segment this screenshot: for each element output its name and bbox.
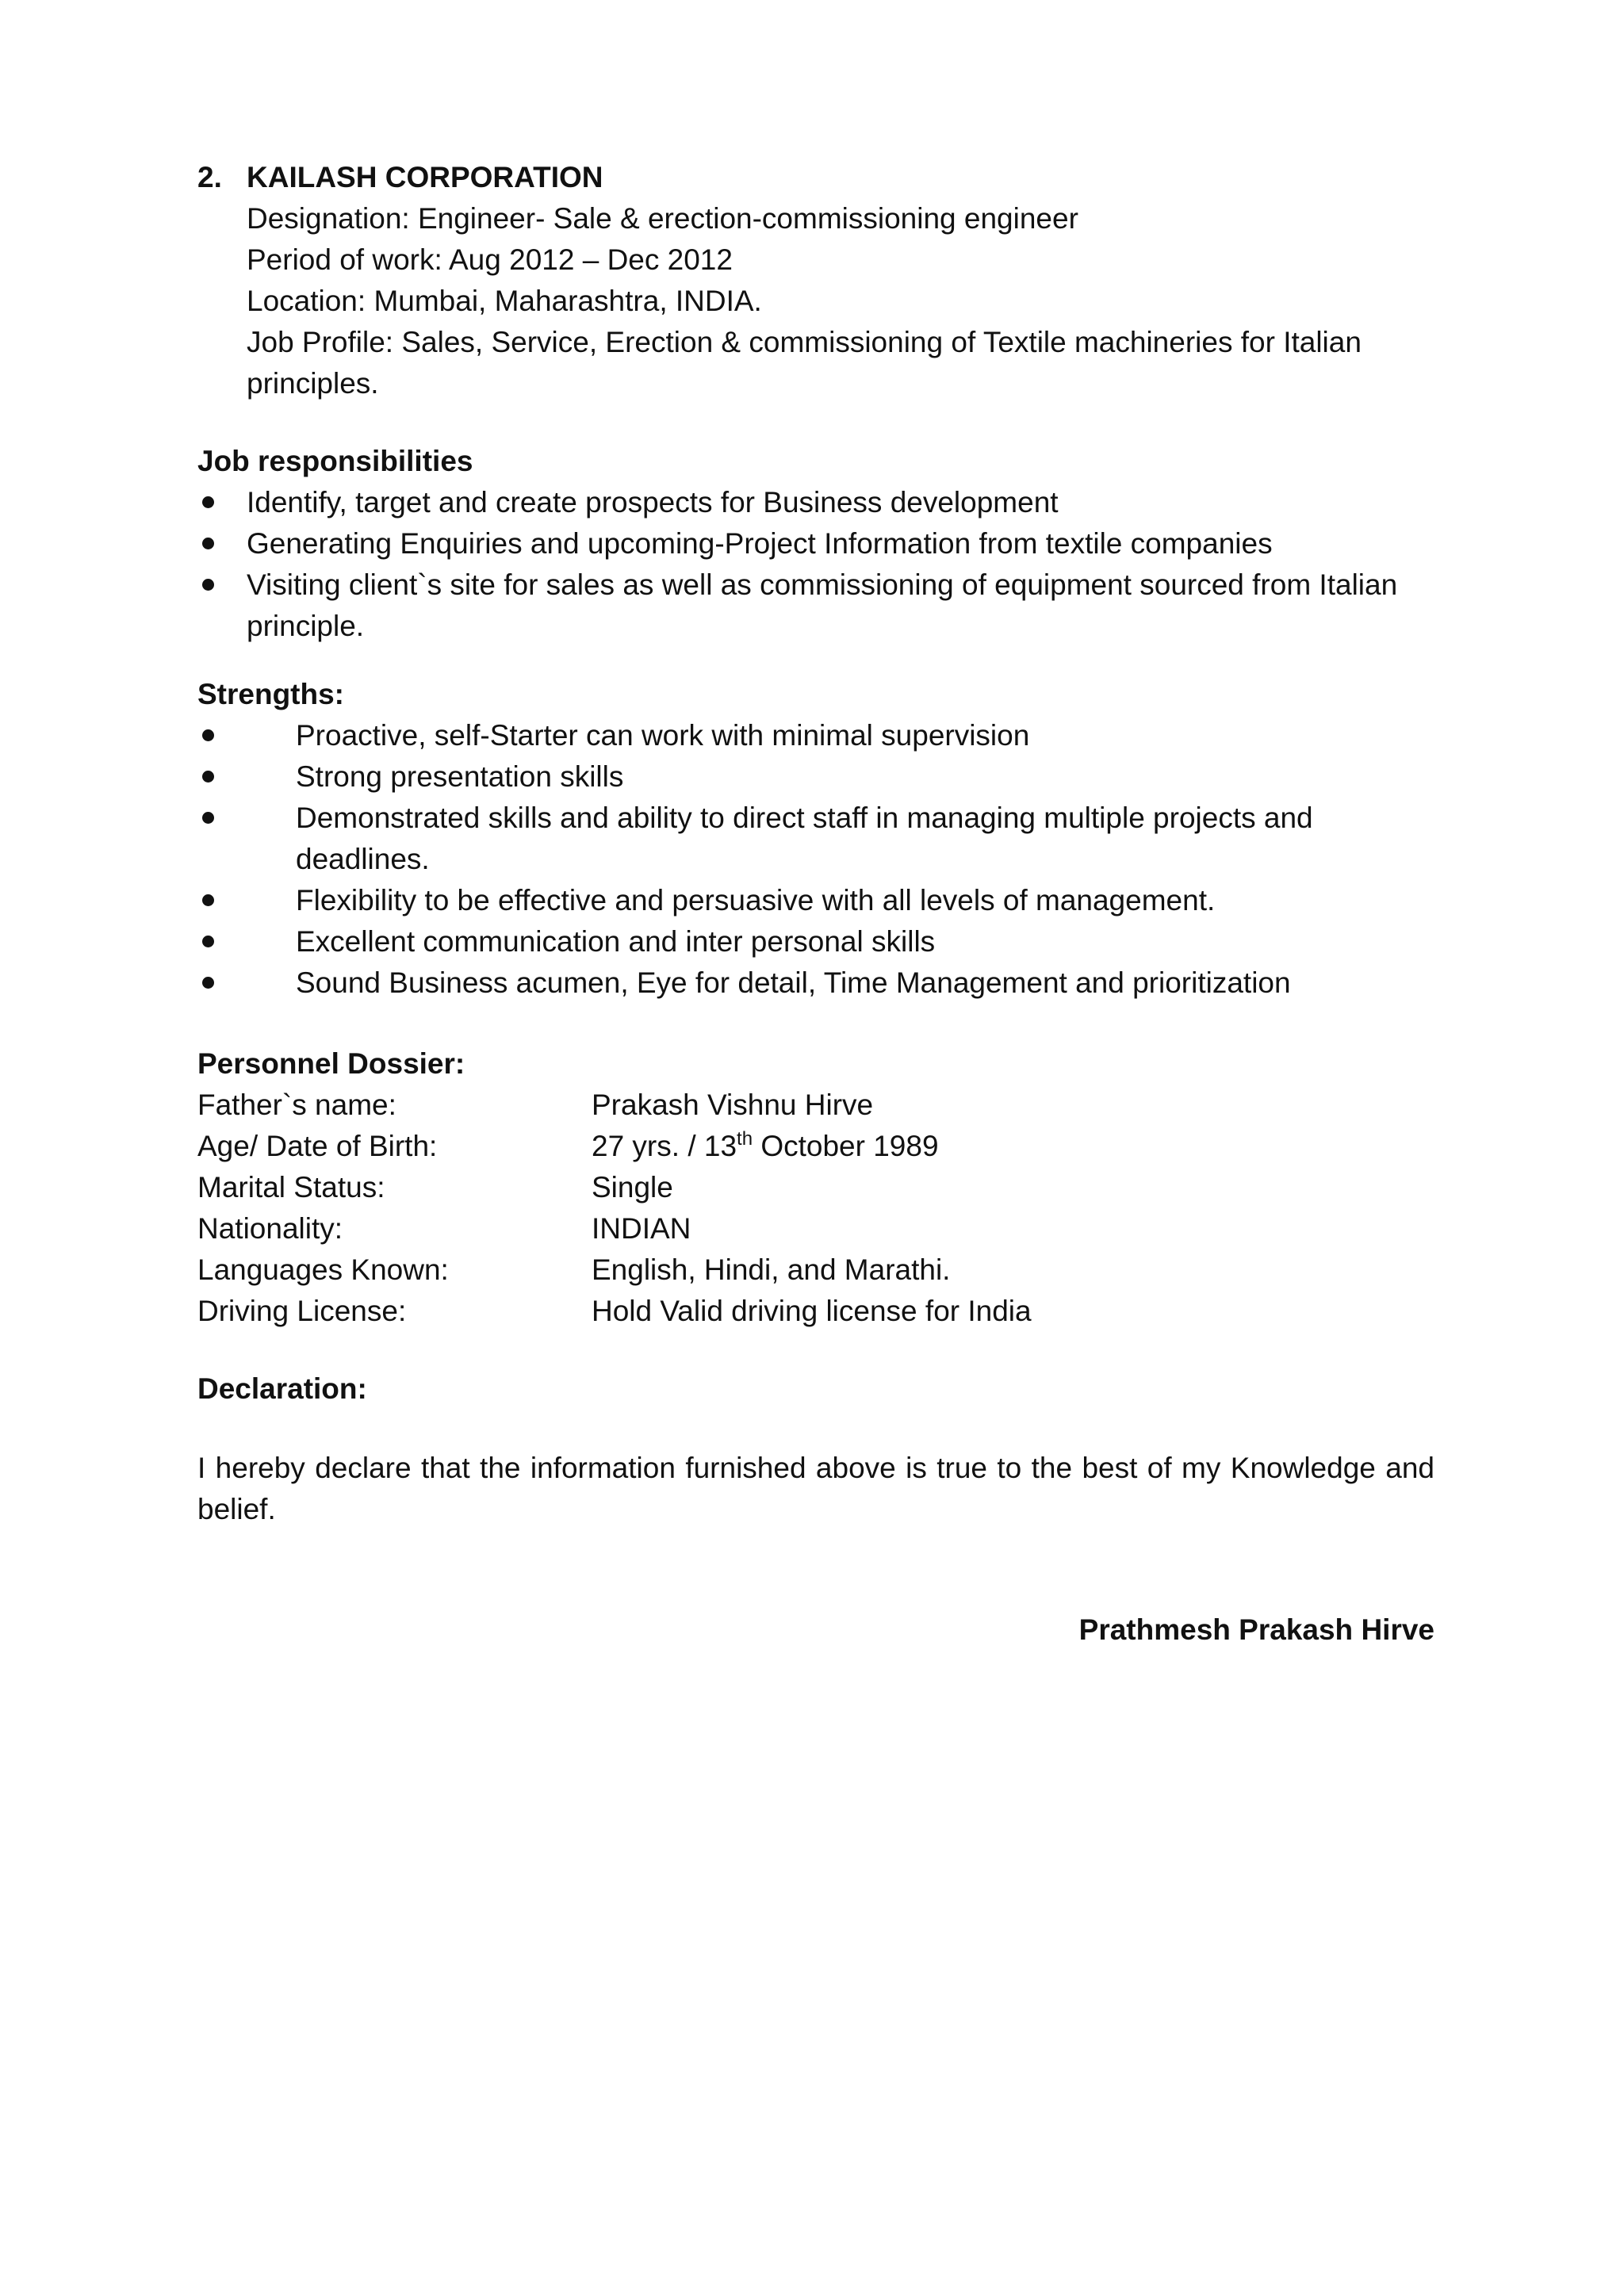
list-item-text: Demonstrated skills and ability to direct staff in managing multiple projects and deadlines. (296, 802, 1313, 875)
driving-license-value: Hold Valid driving license for India (592, 1295, 1032, 1327)
strengths-heading: Strengths: (197, 678, 344, 710)
dossier-row-marital-status (197, 1167, 1434, 1208)
list-item (197, 482, 1434, 523)
list-item-text: Excellent communication and inter personal skills (296, 925, 936, 958)
languages-value: English, Hindi, and Marathi. (592, 1253, 951, 1286)
age-value-superscript: th (737, 1128, 753, 1150)
list-item-text: Sound Business acumen, Eye for detail, Time Management and prioritization (296, 966, 1291, 999)
declaration-section (197, 1368, 1434, 1530)
list-item (197, 564, 1434, 647)
list-item (197, 880, 1434, 921)
languages-label: Languages Known: (197, 1253, 449, 1286)
bullet-icon (202, 538, 214, 549)
designation-line: Designation: Engineer- Sale & erection-commissioning engineer (247, 202, 1078, 235)
list-item-text: Flexibility to be effective and persuasive with all levels of management. (296, 884, 1216, 916)
bullet-icon (202, 729, 214, 741)
location-line: Location: Mumbai, Maharashtra, INDIA. (247, 285, 762, 317)
period-line: Period of work: Aug 2012 – Dec 2012 (247, 243, 733, 276)
declaration-heading: Declaration: (197, 1372, 367, 1405)
list-item (197, 756, 1434, 798)
list-item (197, 921, 1434, 962)
list-item (197, 715, 1434, 756)
list-item-text: Proactive, self-Starter can work with minimal supervision (296, 719, 1030, 752)
company-title (197, 157, 1434, 198)
responsibilities-section (197, 441, 1434, 647)
list-item (197, 962, 1434, 1004)
list-item-text: Identify, target and create prospects for Business development (247, 486, 1059, 519)
dossier-section (197, 1043, 1434, 1332)
bullet-icon (202, 894, 214, 906)
company-name: KAILASH CORPORATION (247, 161, 603, 193)
bullet-icon (202, 812, 214, 824)
nationality-value: INDIAN (592, 1212, 691, 1245)
age-value-prefix: 27 yrs. / 13 (592, 1130, 737, 1162)
dossier-row-fathers-name (197, 1085, 1434, 1126)
bullet-icon (202, 771, 214, 783)
strengths-section (197, 674, 1434, 1004)
declaration-text: I hereby declare that the information furnished above is true to the best of my Knowledge and belief. (197, 1452, 1434, 1525)
dossier-heading: Personnel Dossier: (197, 1047, 465, 1080)
company-number: 2. (197, 161, 222, 193)
responsibilities-heading: Job responsibilities (197, 445, 473, 477)
fathers-name-label: Father`s name: (197, 1089, 396, 1121)
job-profile-line: Job Profile: Sales, Service, Erection & commissioning of Textile machineries for Italian principles. (247, 326, 1362, 400)
list-item (197, 523, 1434, 564)
dossier-row-driving-license (197, 1291, 1434, 1332)
list-item-text: Generating Enquiries and upcoming-Project Information from textile companies (247, 527, 1273, 560)
dossier-row-nationality (197, 1208, 1434, 1249)
strengths-list (197, 715, 1434, 1004)
dossier-row-languages (197, 1249, 1434, 1291)
age-value (592, 1126, 939, 1167)
bullet-icon (202, 579, 214, 591)
marital-status-label: Marital Status: (197, 1171, 385, 1203)
marital-status-value: Single (592, 1171, 673, 1203)
list-item-text: Strong presentation skills (296, 760, 624, 793)
company-details (197, 198, 1434, 404)
age-value-suffix: October 1989 (753, 1130, 939, 1162)
bullet-icon (202, 977, 214, 989)
bullet-icon (202, 936, 214, 947)
driving-license-label: Driving License: (197, 1295, 407, 1327)
fathers-name-value: Prakash Vishnu Hirve (592, 1089, 874, 1121)
company-section (197, 157, 1434, 404)
responsibilities-list (197, 482, 1434, 647)
bullet-icon (202, 496, 214, 508)
list-item-text: Visiting client`s site for sales as well as commissioning of equipment sourced from Italian principle. (247, 568, 1398, 642)
nationality-label: Nationality: (197, 1212, 343, 1245)
age-label: Age/ Date of Birth: (197, 1130, 438, 1162)
dossier-row-age (197, 1126, 1434, 1167)
list-item (197, 798, 1434, 880)
signature-name: Prathmesh Prakash Hirve (1078, 1613, 1434, 1646)
